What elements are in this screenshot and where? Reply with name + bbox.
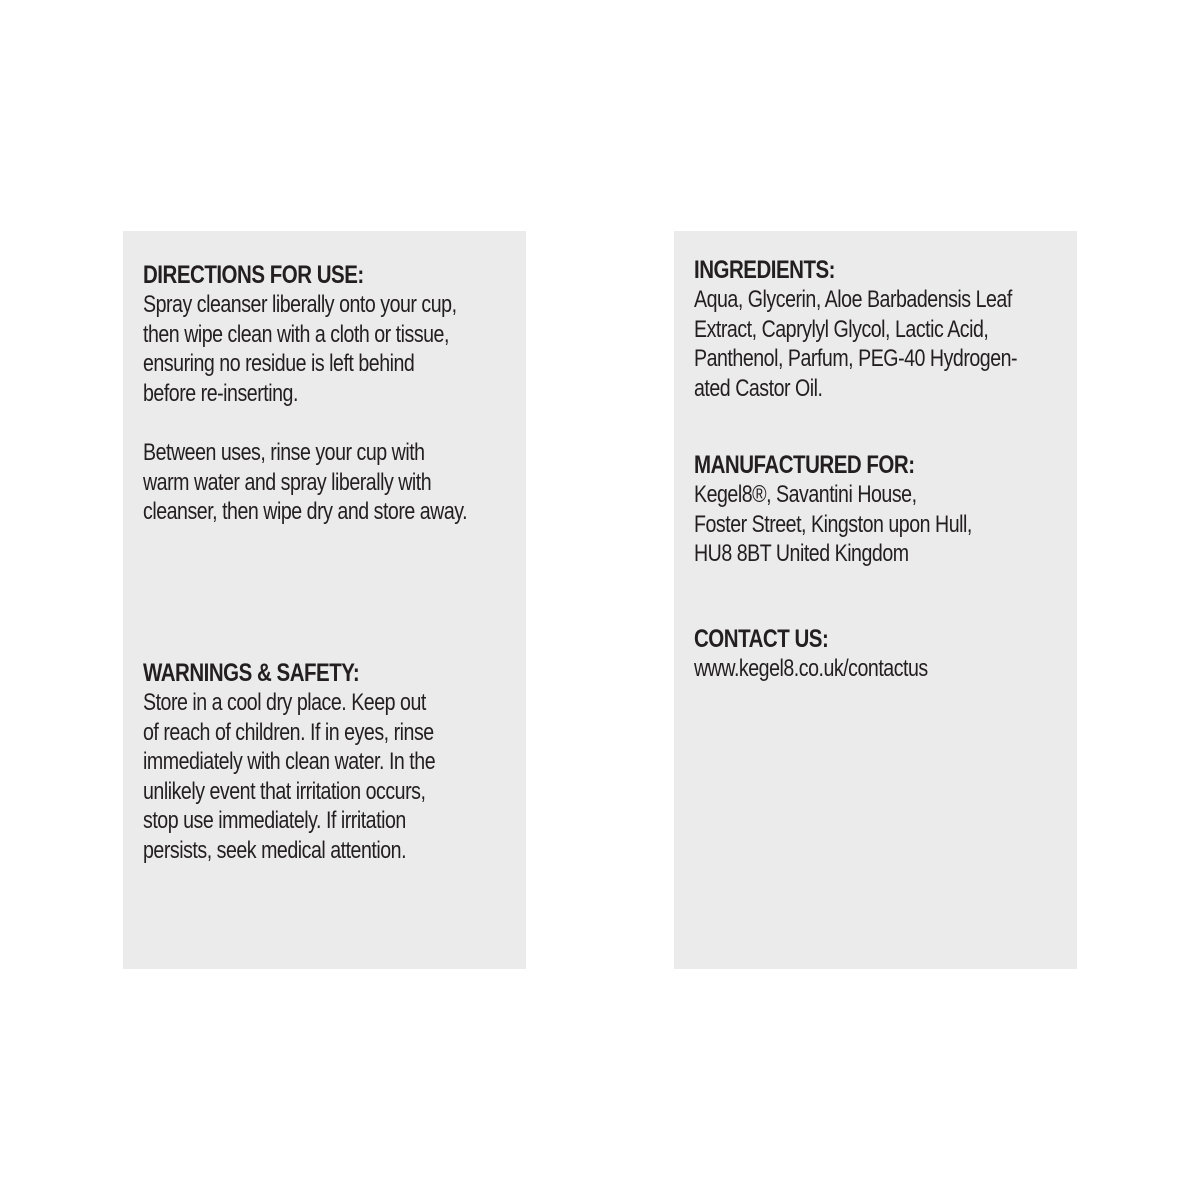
warnings-text-line: persists, seek medical attention. <box>143 836 407 864</box>
ingredients-text-line: Extract, Caprylyl Glycol, Lactic Acid, <box>694 315 989 343</box>
ingredients-section <box>694 255 1069 403</box>
directions-heading: DIRECTIONS FOR USE: <box>143 261 364 289</box>
directions-section <box>143 260 518 527</box>
contact-url: www.kegel8.co.uk/contactus <box>694 655 928 682</box>
manufacturer-section <box>694 450 1069 569</box>
manufacturer-text-line: Foster Street, Kingston upon Hull, <box>694 510 972 538</box>
ingredients-text-line: Panthenol, Parfum, PEG-40 Hydrogen- <box>694 345 1018 372</box>
ingredients-heading: INGREDIENTS: <box>694 256 836 284</box>
manufacturer-text-line: HU8 8BT United Kingdom <box>694 540 909 567</box>
contact-section <box>694 624 1069 684</box>
right-info-panel <box>674 231 1077 969</box>
directions-text-line: then wipe clean with a cloth or tissue, <box>143 320 449 348</box>
ingredients-text-line: Aqua, Glycerin, Aloe Barbadensis Leaf <box>694 286 1012 313</box>
ingredients-text-line: ated Castor Oil. <box>694 374 823 402</box>
manufacturer-text-line: Kegel8®, Savantini House, <box>694 481 917 508</box>
warnings-heading: WARNINGS & SAFETY: <box>143 659 360 687</box>
left-info-panel <box>123 231 526 969</box>
directions-text-line: Spray cleanser liberally onto your cup, <box>143 291 457 318</box>
directions-text-line: Between uses, rinse your cup with <box>143 439 425 466</box>
manufacturer-heading: MANUFACTURED FOR: <box>694 451 915 479</box>
contact-heading: CONTACT US: <box>694 625 829 653</box>
directions-text-line: before re-inserting. <box>143 379 298 407</box>
warnings-text-line: unlikely event that irritation occurs, <box>143 777 426 805</box>
directions-text-line: warm water and spray liberally with <box>143 468 432 496</box>
warnings-text-line: of reach of children. If in eyes, rinse <box>143 718 434 746</box>
warnings-text-line: Store in a cool dry place. Keep out <box>143 689 426 716</box>
warnings-text-line: immediately with clean water. In the <box>143 748 436 775</box>
warnings-text-line: stop use immediately. If irritation <box>143 807 406 834</box>
warnings-section <box>143 658 518 865</box>
directions-text-line: cleanser, then wipe dry and store away. <box>143 498 468 525</box>
directions-text-line: ensuring no residue is left behind <box>143 350 415 377</box>
paragraph-spacer <box>143 408 518 438</box>
